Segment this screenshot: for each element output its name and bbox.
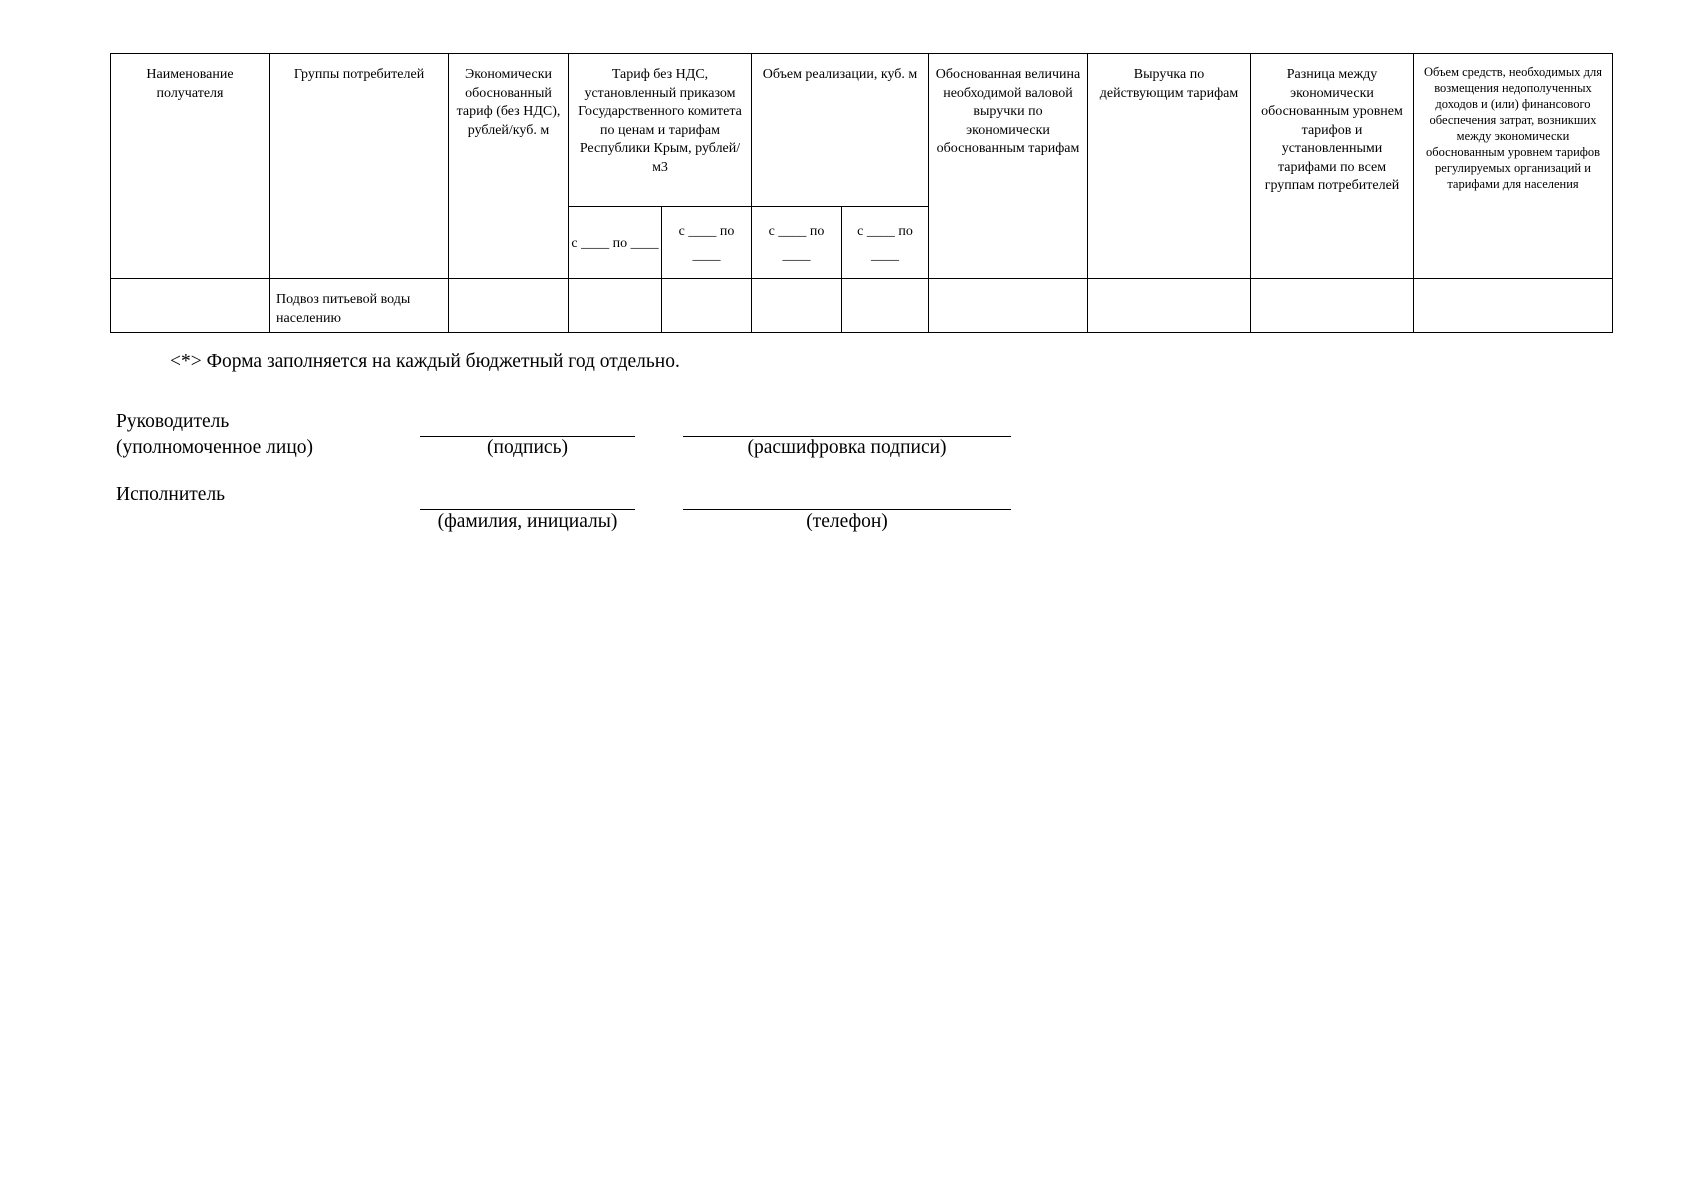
header-row-top: [111, 54, 1613, 207]
header-tariff-no-vat: Тариф без НДС, установленный приказом Государственного комитета по ценам и тарифам Республики Крым, рублей/м3: [569, 54, 752, 207]
executor-phone-caption: (телефон): [806, 511, 888, 532]
head-authorized-label: (уполномоченное лицо): [116, 437, 313, 458]
cell-justified-revenue[interactable]: [929, 279, 1088, 333]
executor-name-caption: (фамилия, инициалы): [437, 511, 618, 532]
executor-phone-line[interactable]: [683, 509, 1011, 510]
cell-current-revenue[interactable]: [1088, 279, 1251, 333]
cell-volume-period-1[interactable]: [752, 279, 842, 333]
executor-name-line[interactable]: [420, 509, 635, 510]
cell-funds-volume[interactable]: [1414, 279, 1613, 333]
volume-period-2: с ____ по ____: [842, 207, 929, 279]
cell-consumer-group: Подвоз питьевой воды населению: [270, 279, 449, 333]
subsidy-calculation-table: [110, 53, 1613, 333]
cell-economic-tariff[interactable]: [449, 279, 569, 333]
footnote: <*> Форма заполняется на каждый бюджетный год отдельно.: [170, 351, 680, 372]
cell-tariff-difference[interactable]: [1251, 279, 1414, 333]
cell-volume-period-2[interactable]: [842, 279, 929, 333]
tariff-period-1: с ____ по ____: [569, 207, 662, 279]
head-label: Руководитель: [116, 411, 230, 432]
signature-decoding-caption: (расшифровка подписи): [747, 437, 947, 458]
header-consumer-groups: Группы потребителей: [270, 54, 449, 279]
header-current-revenue: Выручка по действующим тарифам: [1088, 54, 1251, 279]
table-row: [111, 279, 1613, 333]
volume-period-1: с ____ по ____: [752, 207, 842, 279]
header-economic-tariff: Экономически обоснованный тариф (без НДС), рублей/куб. м: [449, 54, 569, 279]
cell-tariff-period-1[interactable]: [569, 279, 662, 333]
header-funds-volume: Объем средств, необходимых для возмещения недополученных доходов и (или) финансового обеспечения затрат, возникших между экономически обоснованным уровнем тарифов регулируемых организаций и тарифами для населения: [1414, 54, 1613, 279]
executor-label: Исполнитель: [116, 484, 226, 505]
header-recipient: Наименование получателя: [111, 54, 270, 279]
tariff-period-2: с ____ по ____: [662, 207, 752, 279]
header-tariff-difference: Разница между экономически обоснованным уровнем тарифов и установленными тарифами по всем группам потребителей: [1251, 54, 1414, 279]
cell-recipient[interactable]: [111, 279, 270, 333]
cell-tariff-period-2[interactable]: [662, 279, 752, 333]
signature-caption: (подпись): [487, 437, 568, 458]
header-justified-revenue: Обоснованная величина необходимой валовой выручки по экономически обоснованным тарифам: [929, 54, 1088, 279]
header-sales-volume: Объем реализации, куб. м: [752, 54, 929, 207]
